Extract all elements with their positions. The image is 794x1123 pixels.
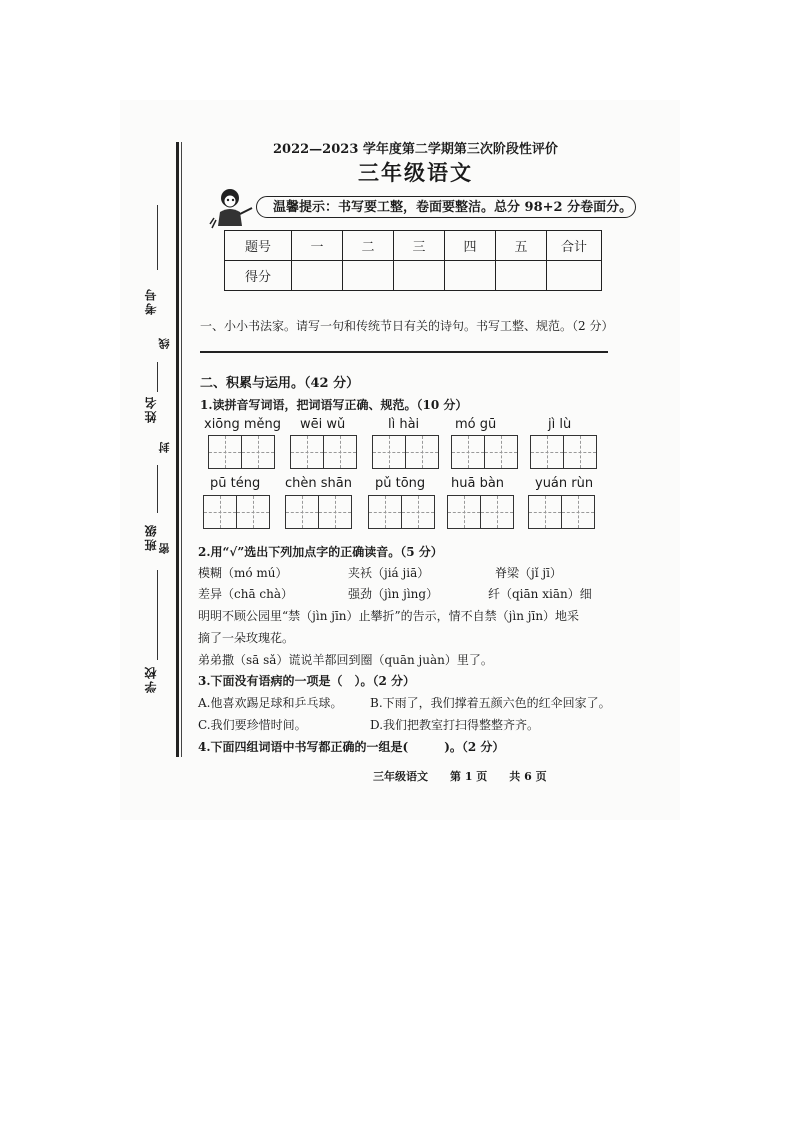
section2-title: 二、积累与运用。（42 分） [200,376,360,391]
seal-mi-label: 密 [158,543,171,554]
score-table-header-cell: 三 [394,231,445,261]
section1-prompt: 一、小小书法家。请写一句和传统节日有关的诗句。书写工整、规范。（2 分） [200,319,614,333]
score-table-header-cell: 一 [292,231,343,261]
q2-item[interactable]: 强劲（jìn jìng） [348,587,439,601]
tip-banner: 温馨提示：书写要工整，卷面要整洁。总分 98+2 分卷面分。 [256,196,636,218]
score-table-header-cell: 五 [496,231,547,261]
writing-grid[interactable] [203,495,268,529]
score-input-cell[interactable] [292,261,343,291]
writing-grid[interactable] [372,435,437,469]
pinyin-label: chèn shān [285,476,352,491]
score-table-header-cell: 二 [343,231,394,261]
pinyin-label: lì hài [388,417,420,432]
q3-prompt: 3.下面没有语病的一项是（ ）。（2 分） [198,674,416,688]
binding-line [176,142,179,757]
q2-prompt: 2.用“√”选出下列加点字的正确读音。（5 分） [198,545,443,559]
score-table-header-cell: 四 [445,231,496,261]
q3-option-b[interactable]: B.下雨了，我们撑着五颜六色的红伞回家了。 [370,696,611,710]
q1-prompt: 1.读拼音写词语，把词语写正确、规范。（10 分） [200,398,468,412]
writing-grid[interactable] [368,495,433,529]
score-table-header-row [225,231,602,261]
score-input-cell[interactable] [343,261,394,291]
q2-item[interactable]: 脊梁（jǐ jī） [495,566,562,580]
school-line [157,570,158,660]
q2-sentence: 摘了一朵玫瑰花。 [198,631,295,645]
pinyin-label: pǔ tōng [375,476,426,491]
writing-grid[interactable] [528,495,593,529]
score-input-cell[interactable] [547,261,602,291]
exam-no-label: 考号 [144,287,158,315]
q3-option-a[interactable]: A.他喜欢踢足球和乒乓球。 [198,696,343,710]
q4-prompt: 4.下面四组词语中书写都正确的一组是( )。（2 分） [198,740,505,754]
page-footer: 三年级语文 第 1 页 共 6 页 [373,770,547,783]
writing-grid[interactable] [290,435,355,469]
pinyin-label: mó gū [455,417,497,432]
q3-option-d[interactable]: D.我们把教室打扫得整整齐齐。 [370,718,540,732]
q3-option-c[interactable]: C.我们要珍惜时间。 [198,718,307,732]
exam-no-line [157,205,158,270]
pinyin-label: yuán rùn [535,476,594,491]
name-line-top [157,362,158,392]
score-input-cell[interactable] [445,261,496,291]
binding-line-inner [181,142,182,757]
score-table-header-cell: 题号 [225,231,292,261]
pinyin-label: jì lù [548,417,572,432]
score-table-score-row [225,261,602,291]
teacher-cartoon-icon [208,186,254,230]
q2-item[interactable]: 模糊（mó mú） [198,566,288,580]
score-table [224,230,602,291]
score-label-cell: 得分 [225,261,292,291]
pinyin-label: huā bàn [451,476,505,491]
seal-feng-label: 封 [158,442,171,453]
q2-item[interactable]: 差异（chā chà） [198,587,294,601]
school-label: 学校 [144,665,158,693]
pinyin-label: xiōng měng [204,417,282,432]
score-input-cell[interactable] [394,261,445,291]
score-table-header-cell: 合计 [547,231,602,261]
name-label: 姓名 [144,395,158,423]
pinyin-label: pū téng [210,476,261,491]
writing-grid[interactable] [285,495,350,529]
q2-sentence[interactable]: 明明不顾公园里“禁（jìn jīn）止攀折”的告示，情不自禁（jìn jīn）地采 [198,609,580,623]
exam-title: 2022—2023 学年度第二学期第三次阶段性评价 [273,142,558,157]
subject-title: 三年级语文 [358,161,473,185]
q2-sentence[interactable]: 弟弟撒（sā sǎ）谎说羊都回到圈（quān juàn）里了。 [198,653,493,667]
writing-grid[interactable] [447,495,512,529]
writing-grid[interactable] [451,435,516,469]
q2-item[interactable]: 纤（qiān xiān）细 [488,587,592,601]
class-label: 班级 [144,523,158,551]
writing-grid[interactable] [208,435,273,469]
seal-line-label: 线 [158,338,171,349]
class-line [157,465,158,513]
pinyin-label: wēi wǔ [300,417,346,432]
answer-line[interactable] [200,351,608,353]
writing-grid[interactable] [530,435,595,469]
q2-item[interactable]: 夹袄（jiá jiā） [348,566,430,580]
score-input-cell[interactable] [496,261,547,291]
